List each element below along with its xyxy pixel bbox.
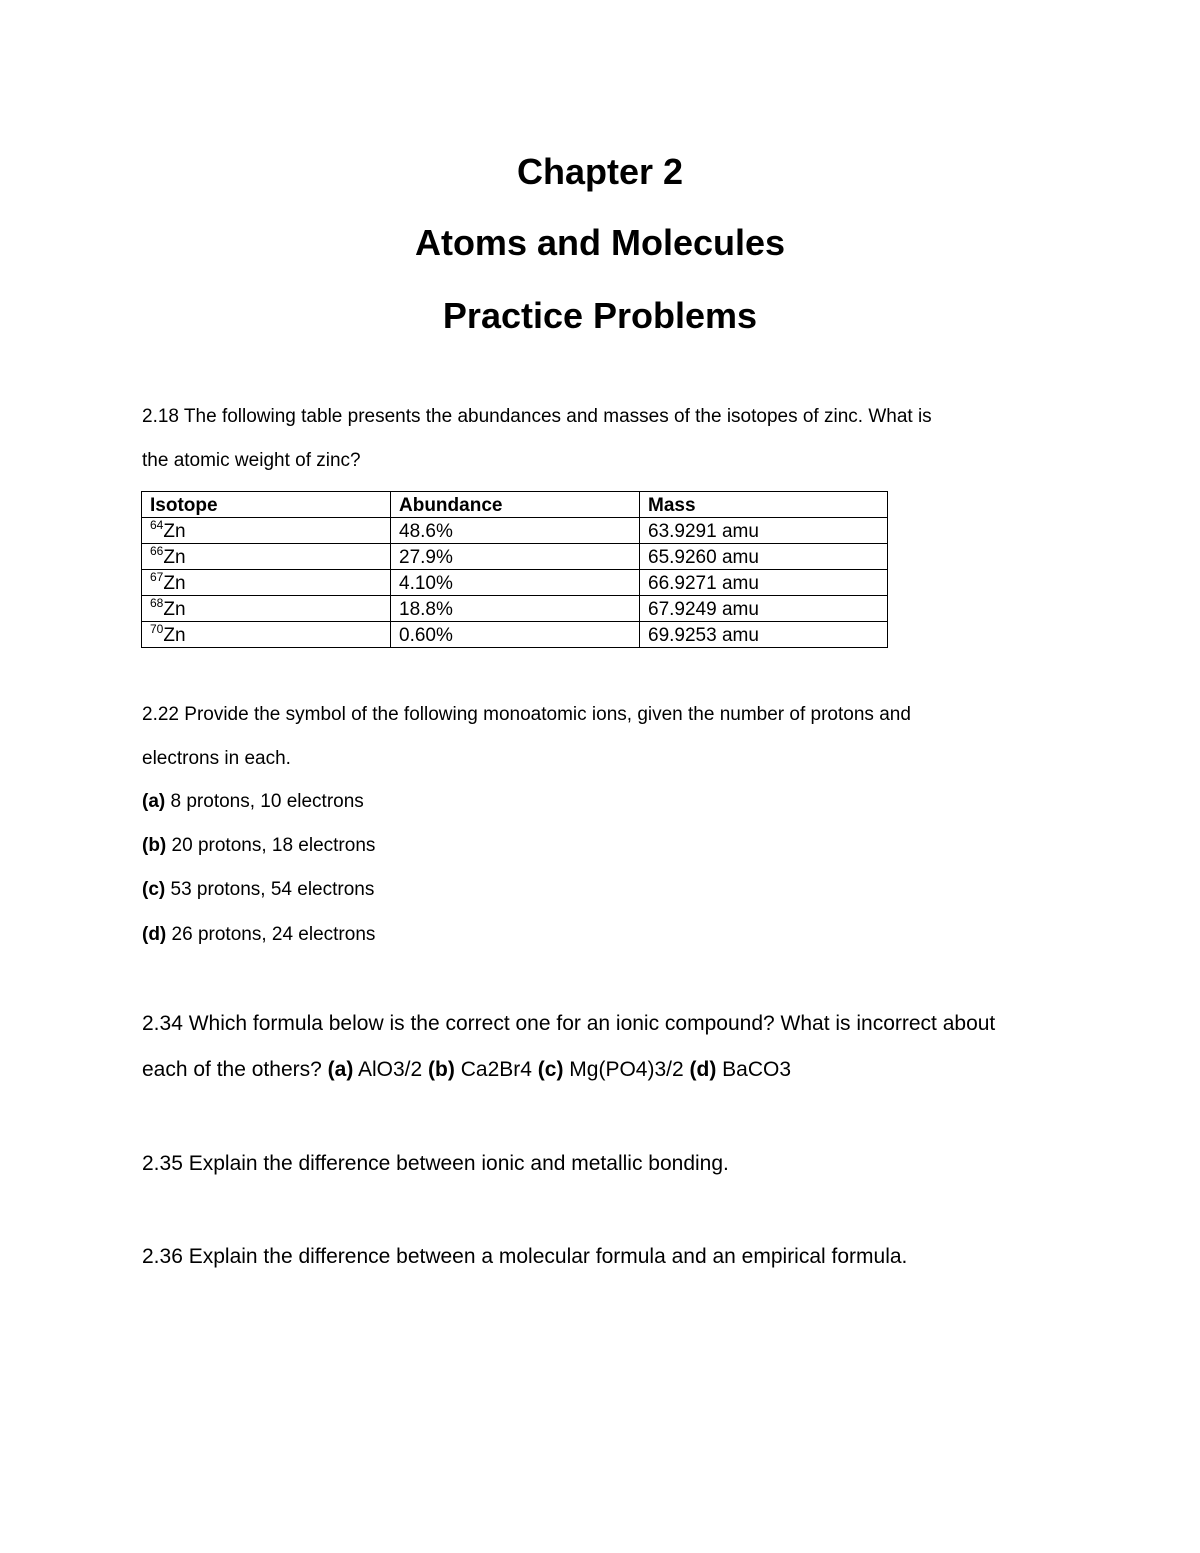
problem-text: electrons in each.	[142, 748, 291, 769]
zinc-isotope-table	[141, 491, 888, 648]
option-label: (c)	[537, 1058, 564, 1081]
part-text: 53 protons, 54 electrons	[170, 879, 375, 900]
problem-number: 2.34	[142, 1012, 183, 1035]
option-label: (a)	[327, 1058, 354, 1081]
isotope-cell	[142, 596, 391, 622]
table-header-row	[142, 492, 888, 518]
mass-number: 70	[150, 622, 164, 636]
table-row	[142, 570, 888, 596]
part-text: 20 protons, 18 electrons	[171, 835, 376, 856]
problem-part-a	[142, 790, 364, 814]
mass-cell: 63.9291 amu	[640, 518, 888, 544]
element-symbol: Zn	[163, 599, 186, 620]
header-isotope: Isotope	[142, 492, 391, 518]
isotope-cell	[142, 544, 391, 570]
mass-cell: 65.9260 amu	[640, 544, 888, 570]
part-label: (a)	[142, 791, 166, 812]
problem-text: the atomic weight of zinc?	[142, 450, 361, 471]
part-text: 26 protons, 24 electrons	[171, 924, 376, 945]
option-formula: Mg(PO4)3/2	[569, 1058, 684, 1081]
option-formula: BaCO3	[722, 1058, 792, 1081]
mass-number: 64	[150, 518, 164, 532]
problem-part-b	[142, 834, 375, 858]
problem-2-18-text-line-1	[142, 405, 932, 429]
isotope-cell	[142, 518, 391, 544]
problem-2-34-text-line-1	[142, 1012, 995, 1036]
abundance-cell: 27.9%	[391, 544, 640, 570]
option-formula: AlO3/2	[358, 1058, 423, 1081]
table-row	[142, 622, 888, 648]
abundance-cell: 0.60%	[391, 622, 640, 648]
problem-part-c	[142, 878, 374, 902]
problem-number: 2.36	[142, 1245, 183, 1268]
element-symbol: Zn	[163, 547, 186, 568]
table-row	[142, 544, 888, 570]
part-text: 8 protons, 10 electrons	[170, 791, 364, 812]
header-abundance: Abundance	[391, 492, 640, 518]
header-mass: Mass	[640, 492, 888, 518]
mass-number: 68	[150, 596, 164, 610]
part-label: (b)	[142, 835, 167, 856]
page-heading: Practice Problems	[442, 295, 758, 336]
isotope-cell	[142, 570, 391, 596]
abundance-cell: 4.10%	[391, 570, 640, 596]
problem-2-35	[142, 1152, 729, 1176]
problem-2-22-text-line-2	[142, 747, 291, 771]
problem-2-22-text-line-1	[142, 703, 911, 727]
option-label: (b)	[428, 1058, 455, 1081]
mass-number: 66	[150, 544, 164, 558]
element-symbol: Zn	[163, 521, 186, 542]
problem-number: 2.22	[142, 704, 179, 725]
part-label: (c)	[142, 879, 166, 900]
problem-text: Explain the difference between a molecular formula and an empirical formula.	[188, 1245, 908, 1268]
problem-text: The following table presents the abundances and masses of the isotopes of zinc. What is	[183, 406, 932, 427]
table-row	[142, 596, 888, 622]
element-symbol: Zn	[163, 625, 186, 646]
option-formula: Ca2Br4	[460, 1058, 532, 1081]
mass-cell: 69.9253 amu	[640, 622, 888, 648]
abundance-cell: 48.6%	[391, 518, 640, 544]
table-row	[142, 518, 888, 544]
problem-text: Explain the difference between ionic and metallic bonding.	[188, 1152, 729, 1175]
problem-text: Which formula below is the correct one for an ionic compound? What is incorrect about	[188, 1012, 996, 1035]
abundance-cell: 18.8%	[391, 596, 640, 622]
problem-number: 2.35	[142, 1152, 183, 1175]
problem-2-18-text-line-2	[142, 449, 361, 473]
chapter-subject: Atoms and Molecules	[414, 222, 786, 263]
chapter-title: Chapter 2	[516, 151, 684, 192]
isotope-cell	[142, 622, 391, 648]
mass-cell: 67.9249 amu	[640, 596, 888, 622]
problem-text: Provide the symbol of the following monoatomic ions, given the number of protons and	[184, 704, 911, 725]
mass-cell: 66.9271 amu	[640, 570, 888, 596]
problem-text: each of the others?	[142, 1058, 322, 1081]
mass-number: 67	[150, 570, 164, 584]
problem-number: 2.18	[142, 406, 179, 427]
problem-2-36	[142, 1245, 907, 1269]
problem-2-34-text-line-2	[142, 1058, 791, 1082]
problem-part-d	[142, 923, 375, 947]
part-label: (d)	[142, 924, 167, 945]
option-label: (d)	[689, 1058, 717, 1081]
element-symbol: Zn	[163, 573, 186, 594]
